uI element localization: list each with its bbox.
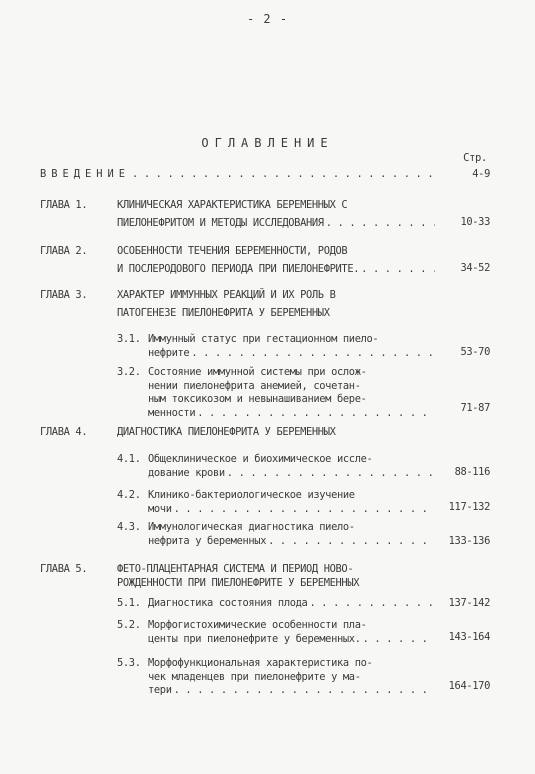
toc-entry-text: ОСОБЕННОСТИ ТЕЧЕНИЯ БЕРЕМЕННОСТИ, РОДОВ И ПОСЛЕРОДОВОГО ПЕРИОДА ПРИ ПИЕЛОНЕФРИТЕ. . . . [117,245,435,276]
toc-entry-pages: 53-70 [460,346,490,358]
toc-entry-pages: 133-136 [448,535,490,547]
toc-entry-text: Иммунологическая диагностика пиело- нефрита у беременных . . . [148,521,436,548]
toc-entry-label: ГЛАВА 1. [40,199,88,211]
toc-entry-text: ДИАГНОСТИКА ПИЕЛОНЕФРИТА У БЕРЕМЕННЫХ [117,426,336,438]
toc-entry-label: ГЛАВА 5. [40,563,88,575]
toc-entry-pages: 88-116 [454,466,490,478]
pages-column-label: Стр. [463,152,487,164]
toc-entry-text: Морфогистохимические особенности пла- центы при пиелонефрите у беременных. . . . [148,619,436,646]
toc-entry-label: 4.1. [117,453,141,465]
toc-entry-text: ФЕТО-ПЛАЦЕНТАРНАЯ СИСТЕМА И ПЕРИОД НОВО- РОЖДЕННОСТИ ПРИ ПИЕЛОНЕФРИТЕ У БЕРЕМЕННЫХ [117,563,360,589]
toc-entry-text: Общеклиническое и биохимическое иссле- дование крови . . . [148,453,436,480]
page-number: - 2 - [246,12,289,26]
toc-entry-pages: 117-132 [448,501,490,513]
toc-entry-label: 5.3. [117,657,141,669]
toc-entry-label: ГЛАВА 2. [40,245,88,257]
toc-entry-pages: 10-33 [460,216,490,228]
toc-entry-pages: 34-52 [460,262,490,274]
toc-entry-label: ВВЕДЕНИЕ . . . [40,168,438,182]
toc-entry-text: Иммунный статус при гестационном пиело- нефрите . . . [148,333,436,360]
toc-entry-text: Диагностика состояния плода . . . [148,597,436,611]
toc-entry-text: Клинико-бактериологическое изучение мочи . . . [148,489,436,516]
toc-entry-pages: 164-170 [448,680,490,692]
toc-entry-pages: 71-87 [460,402,490,414]
toc-entry-text: Состояние иммунной системы при ослож- нении пиелонефрита анемией, сочетан- ным токсикозом и невынашиванием бере- менности . . . [148,366,436,420]
toc-entry-label: ГЛАВА 3. [40,289,88,301]
toc-entry-text: КЛИНИЧЕСКАЯ ХАРАКТЕРИСТИКА БЕРЕМЕННЫХ С ПИЕЛОНЕФРИТОМ И МЕТОДЫ ИССЛЕДОВАНИЯ . . . [117,199,435,230]
toc-entry-label: 3.2. [117,366,141,378]
toc-entry-label: ГЛАВА 4. [40,426,88,438]
toc-entry-label: 5.1. [117,597,141,609]
toc-entry-pages: 137-142 [448,597,490,609]
page-title: ОГЛАВЛЕНИЕ [201,136,334,150]
toc-entry-label: 3.1. [117,333,141,345]
toc-entry-text: ХАРАКТЕР ИММУННЫХ РЕАКЦИЙ И ИХ РОЛЬ В ПАТОГЕНЕЗЕ ПИЕЛОНЕФРИТА У БЕРЕМЕННЫХ [117,289,336,319]
toc-entry-label: 4.2. [117,489,141,501]
toc-entry-label: 5.2. [117,619,141,631]
toc-entry-text: Морфофункциональная характеристика по- чек младенцев при пиелонефрите у ма- тери . . . [148,657,436,698]
toc-entry-label: 4.3. [117,521,141,533]
toc-entry-pages: 4-9 [472,168,490,180]
toc-entry-pages: 143-164 [448,631,490,643]
